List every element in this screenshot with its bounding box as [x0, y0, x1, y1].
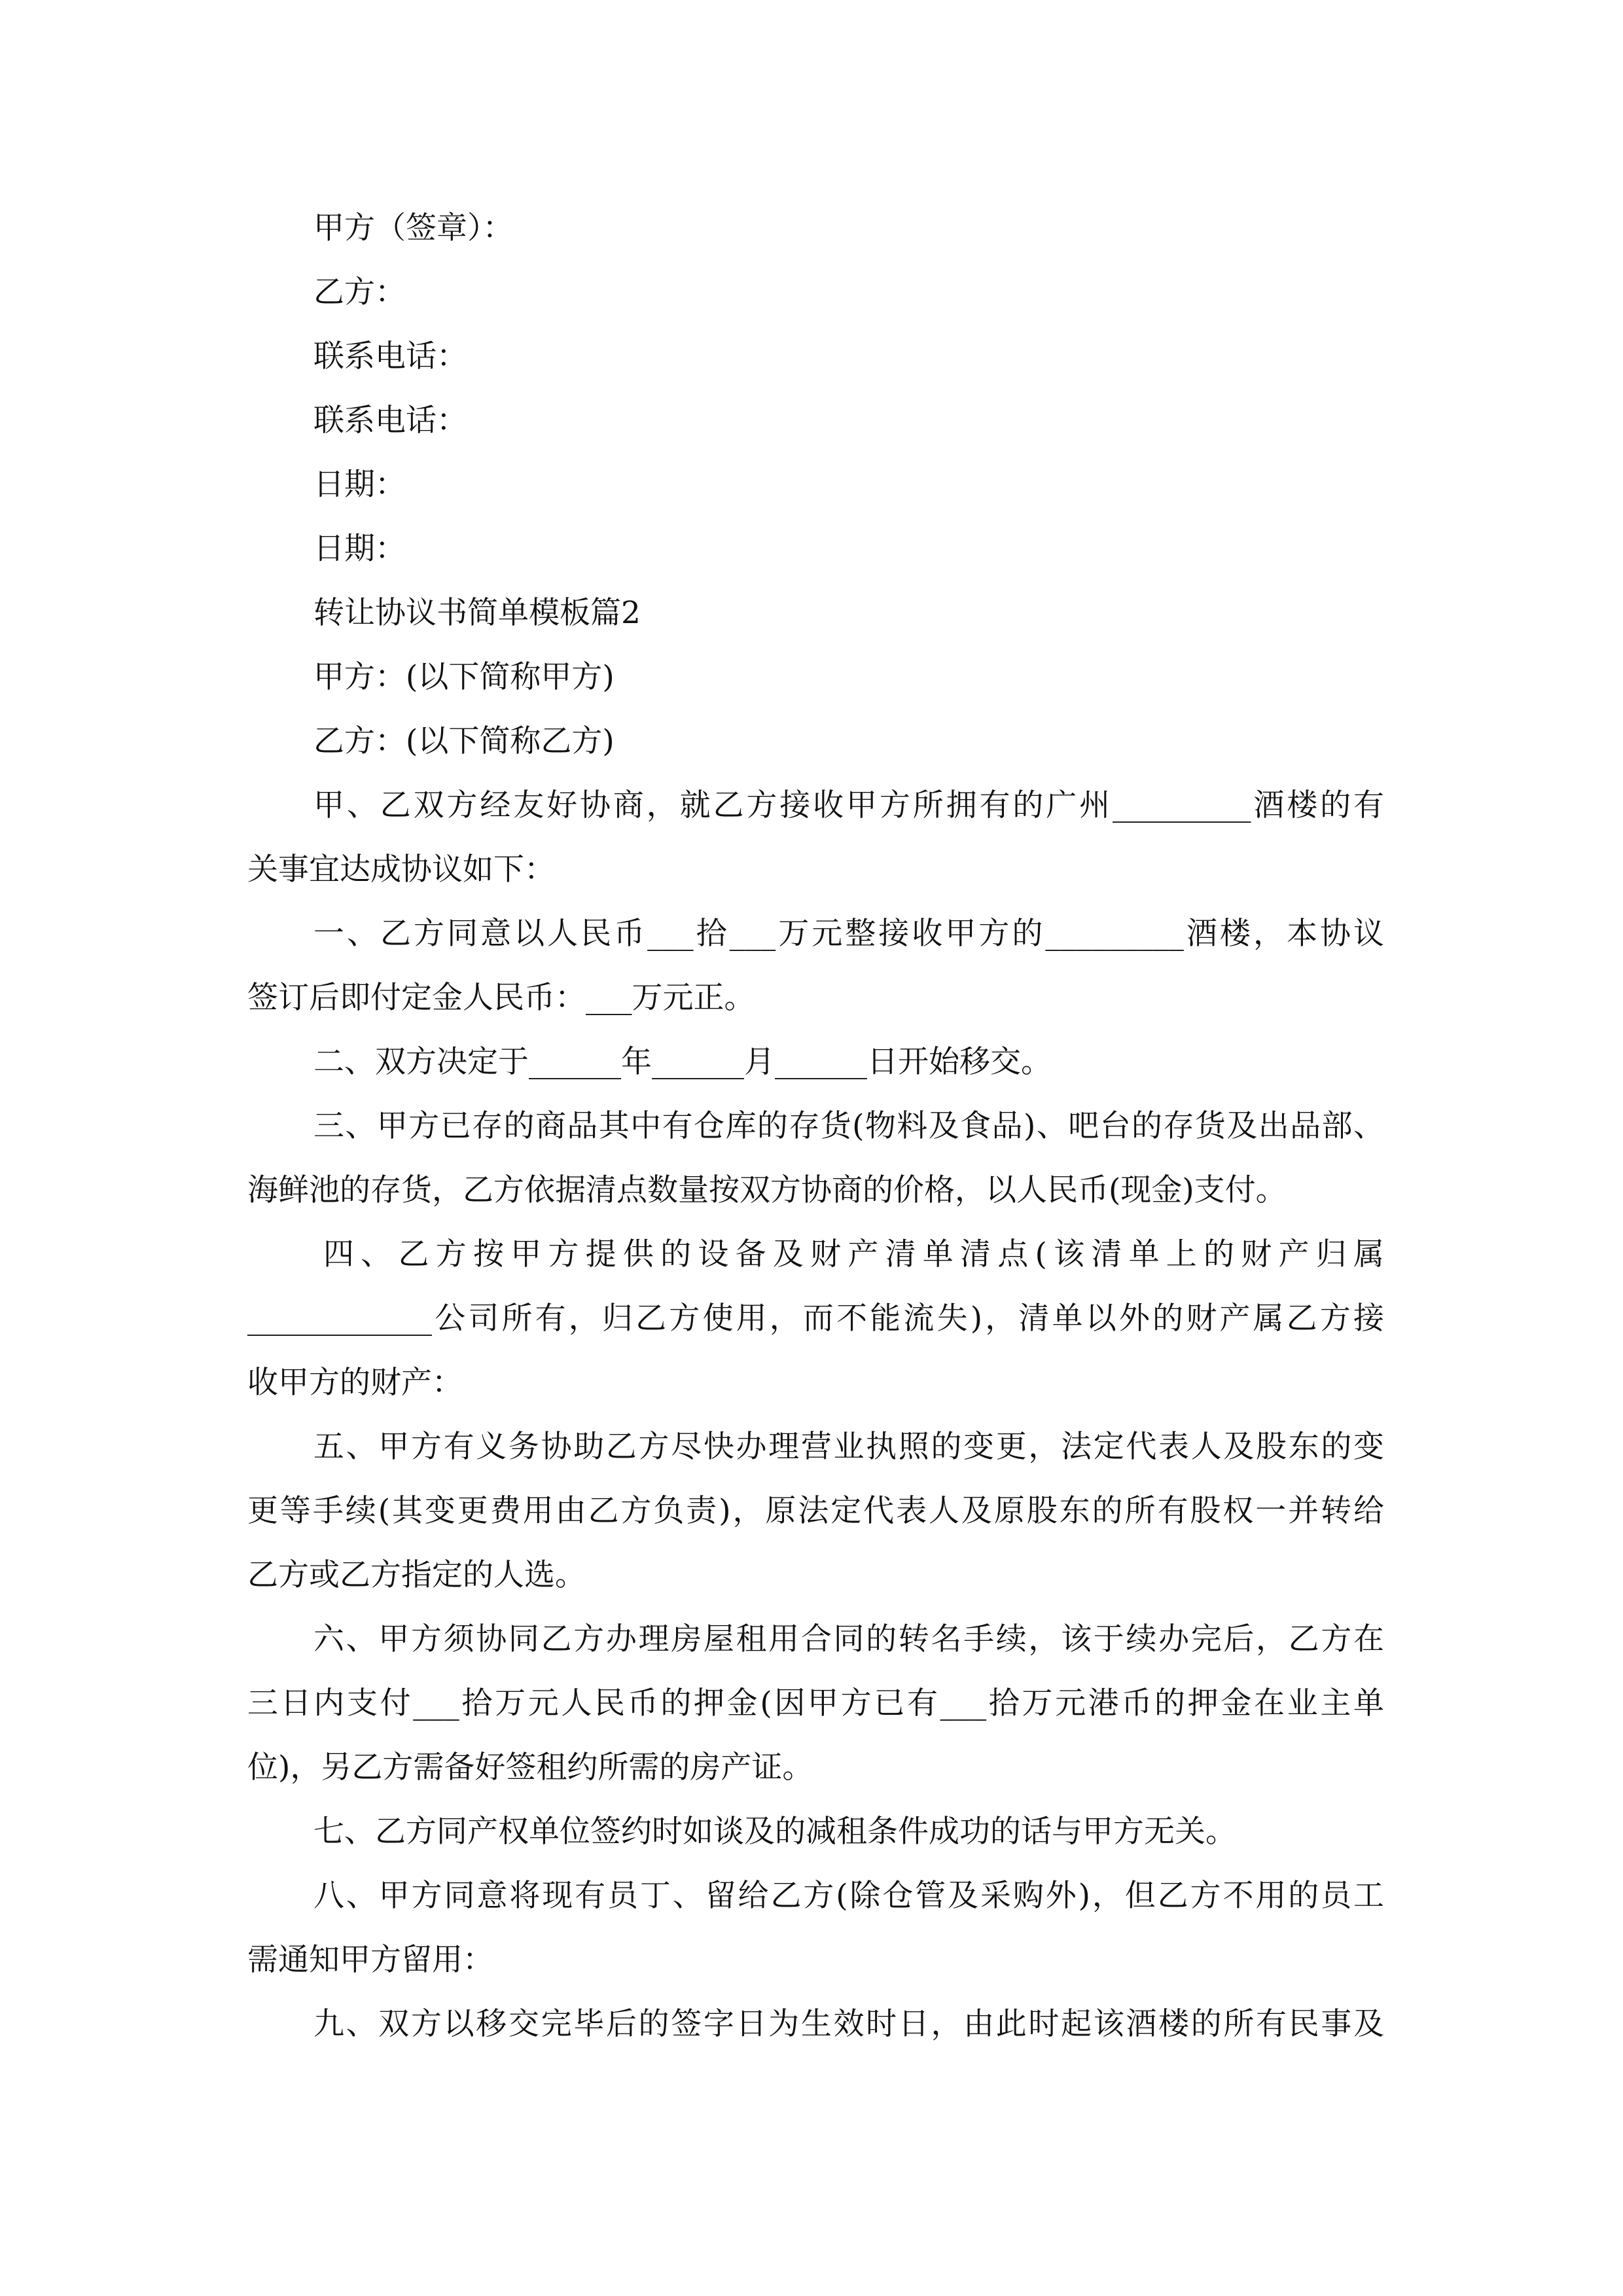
clause-6-line: 三日内支付___拾万元人民币的押金(因甲方已有___拾万元港币的押金在业主单	[247, 1685, 1384, 1721]
date-line: 日期：	[313, 467, 406, 503]
paragraph-line: 甲、乙双方经友好协商，就乙方接收甲方所拥有的广州_________酒楼的有	[313, 787, 1384, 823]
clause-8-line: 需通知甲方留用：	[247, 1942, 493, 1978]
clause-5-line: 更等手续(其变更费用由乙方负责)，原法定代表人及原股东的所有股权一并转给	[247, 1493, 1384, 1529]
clause-2-line: 二、双方决定于______年______月______日开始移交。	[313, 1044, 1052, 1080]
clause-4-line: ____________公司所有，归乙方使用，而不能流失)，清单以外的财产属乙方接	[247, 1300, 1384, 1336]
party-b-definition: 乙方：(以下简称乙方)	[313, 723, 615, 759]
section-title: 转让协议书简单模板篇2	[313, 595, 641, 631]
date-line: 日期：	[313, 531, 406, 567]
party-b-line: 乙方：	[313, 274, 406, 310]
clause-1-line: 签订后即付定金人民币：___万元正。	[247, 980, 755, 1016]
clause-5-line: 五、甲方有义务协助乙方尽快办理营业执照的变更，法定代表人及股东的变	[313, 1429, 1384, 1465]
clause-1-line: 一、乙方同意以人民币___拾___万元整接收甲方的_________酒楼，本协议	[313, 916, 1384, 952]
clause-4-line: 收甲方的财产：	[247, 1365, 463, 1401]
party-a-definition: 甲方：(以下简称甲方)	[313, 659, 615, 695]
clause-8-line: 八、甲方同意将现有员丁、留给乙方(除仓管及采购外)，但乙方不用的员工	[313, 1878, 1384, 1914]
clause-9-line: 九、双方以移交完毕后的签字日为生效时日，由此时起该酒楼的所有民事及	[313, 2006, 1384, 2042]
party-a-seal-line: 甲方（签章）：	[313, 210, 514, 246]
phone-line: 联系电话：	[313, 338, 467, 374]
clause-3-line: 海鲜池的存货，乙方依据清点数量按双方协商的价格，以人民币(现金)支付。	[247, 1172, 1287, 1208]
clause-3-line: 三、甲方已存的商品其中有仓库的存货(物料及食品)、吧台的存货及出品部、	[313, 1108, 1384, 1144]
clause-7-line: 七、乙方同产权单位签约时如谈及的减租条件成功的话与甲方无关。	[313, 1814, 1236, 1850]
phone-line: 联系电话：	[313, 403, 467, 439]
clause-5-line: 乙方或乙方指定的人选。	[247, 1557, 586, 1593]
clause-6-line: 位)，另乙方需备好签租约所需的房产证。	[247, 1749, 813, 1785]
clause-4-line: 四、乙方按甲方提供的设备及财产清单清点(该清单上的财产归属	[323, 1236, 1384, 1272]
clause-6-line: 六、甲方须协同乙方办理房屋租用合同的转名手续，该于续办完后，乙方在	[313, 1621, 1384, 1657]
paragraph-line: 关事宜达成协议如下：	[247, 852, 555, 888]
